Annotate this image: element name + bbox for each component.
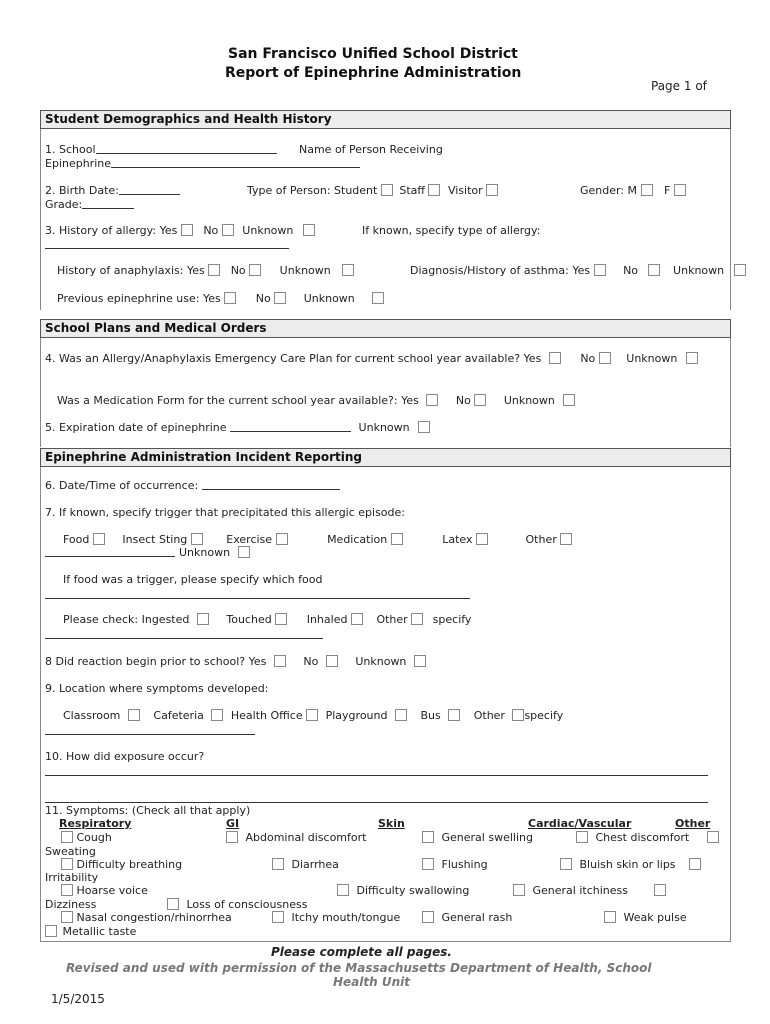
breathing-option: Difficulty breathing [61,858,182,871]
location-question: 9. Location where symptoms developed: [45,682,269,695]
symptom-header-skin: Skin [378,817,405,830]
diarrhea-checkbox[interactable] [272,858,284,870]
swelling-checkbox[interactable] [422,831,434,843]
care-plan-unknown-checkbox[interactable] [686,352,698,364]
type-person-group: Type of Person: Student Staff Visitor [247,184,498,197]
school-label: 1. School [45,143,277,156]
abdominal-checkbox[interactable] [226,831,238,843]
consciousness-checkbox[interactable] [167,898,179,910]
bus-checkbox[interactable] [448,709,460,721]
asthma-yes-checkbox[interactable] [594,264,606,276]
medication-checkbox[interactable] [391,533,403,545]
exposure-other-checkbox[interactable] [411,613,423,625]
med-form-no-checkbox[interactable] [474,394,486,406]
inhaled-checkbox[interactable] [351,613,363,625]
trigger-options: Food Insect Sting Exercise Medication Latex Other [63,533,572,546]
itchiness-checkbox[interactable] [513,884,525,896]
section-header-demographics: Student Demographics and Health History [40,110,731,129]
epinephrine-label: Epinephrine [45,157,360,170]
symptom-header-other: Other [675,817,711,830]
revised-note-line2: Health Unit [333,975,410,989]
nasal-option: Nasal congestion/rhinorrhea [61,911,232,924]
anaphylaxis-yes-checkbox[interactable] [208,264,220,276]
prior-yes-checkbox[interactable] [274,655,286,667]
symptom-header-gi: GI [226,817,240,830]
document-title-line1: San Francisco Unified School District [228,46,518,62]
classroom-checkbox[interactable] [128,709,140,721]
asthma-no-checkbox[interactable] [648,264,660,276]
flushing-checkbox[interactable] [422,858,434,870]
allergy-yes-checkbox[interactable] [181,224,193,236]
trigger-question: 7. If known, specify trigger that precipitated this allergic episode: [45,506,405,519]
sweating-label: Sweating [45,845,96,858]
previous-no-checkbox[interactable] [274,292,286,304]
section-header-incident: Epinephrine Administration Incident Reporting [40,448,731,467]
cough-checkbox[interactable] [61,831,73,843]
swelling-option: General swelling [422,831,533,844]
swallowing-checkbox[interactable] [337,884,349,896]
date-time-field[interactable] [202,479,340,490]
exposure-specify-field[interactable] [45,638,323,639]
medication-form-group: Was a Medication Form for the current school year available?: Yes No Unknown [57,394,575,407]
abdominal-option: Abdominal discomfort [226,831,366,844]
revised-note-line1: Revised and used with permission of the Massachusetts Department of Health, School [66,961,652,975]
symptom-header-cardiac: Cardiac/Vascular [528,817,632,830]
expiration-group: 5. Expiration date of epinephrine Unknown [45,421,430,434]
sweating-checkbox[interactable] [707,831,719,843]
chest-option: Chest discomfort [576,831,719,844]
ingested-checkbox[interactable] [197,613,209,625]
symptom-header-respiratory: Respiratory [59,817,132,830]
food-trigger-field[interactable] [45,598,470,599]
prior-unknown-checkbox[interactable] [414,655,426,667]
swallowing-option: Difficulty swallowing [337,884,469,897]
itchy-mouth-checkbox[interactable] [272,911,284,923]
exposure-answer-line-2[interactable] [45,802,708,803]
prior-no-checkbox[interactable] [326,655,338,667]
latex-checkbox[interactable] [476,533,488,545]
allergy-unknown-checkbox[interactable] [303,224,315,236]
anaphylaxis-no-checkbox[interactable] [249,264,261,276]
page-indicator: Page 1 of [651,79,707,93]
care-plan-yes-checkbox[interactable] [549,352,561,364]
location-other-checkbox[interactable] [512,709,524,721]
chest-checkbox[interactable] [576,831,588,843]
date-time-label: 6. Date/Time of occurrence: [45,479,340,492]
grade-label: Grade: [45,198,134,211]
section-header-school-plans: School Plans and Medical Orders [40,319,731,338]
location-specify-field[interactable] [45,734,255,735]
grade-field[interactable] [82,198,134,209]
staff-checkbox[interactable] [428,184,440,196]
asthma-unknown-checkbox[interactable] [734,264,746,276]
prior-to-school-group: 8 Did reaction begin prior to school? Yes No Unknown [45,655,426,668]
irritability-checkbox[interactable] [689,858,701,870]
allergy-history-group: 3. History of allergy: Yes No Unknown [45,224,315,237]
playground-checkbox[interactable] [395,709,407,721]
food-trigger-label: If food was a trigger, please specify which food [63,573,323,586]
metallic-checkbox[interactable] [45,925,57,937]
cafeteria-checkbox[interactable] [211,709,223,721]
hoarse-option: Hoarse voice [61,884,148,897]
weak-pulse-checkbox[interactable] [604,911,616,923]
visitor-checkbox[interactable] [486,184,498,196]
birth-date-field[interactable] [119,184,180,195]
trigger-unknown-group: Unknown [45,546,250,559]
care-plan-no-checkbox[interactable] [599,352,611,364]
previous-unknown-checkbox[interactable] [372,292,384,304]
revision-date: 1/5/2015 [51,992,105,1006]
trigger-other-checkbox[interactable] [560,533,572,545]
touched-checkbox[interactable] [275,613,287,625]
gender-f-checkbox[interactable] [674,184,686,196]
allergy-no-checkbox[interactable] [222,224,234,236]
insect-sting-checkbox[interactable] [191,533,203,545]
med-form-unknown-checkbox[interactable] [563,394,575,406]
previous-yes-checkbox[interactable] [224,292,236,304]
exposure-check-group: Please check: Ingested Touched Inhaled Other specify [63,613,472,626]
asthma-group: Diagnosis/History of asthma: Yes No Unknown [410,264,746,277]
weak-pulse-option: Weak pulse [604,911,687,924]
metallic-option: Metallic taste [45,925,136,938]
expiration-unknown-checkbox[interactable] [418,421,430,433]
document-title-line2: Report of Epinephrine Administration [225,65,522,81]
cough-option: Cough [61,831,112,844]
name-receiving-label: Name of Person Receiving [299,143,443,156]
complete-note: Please complete all pages. [271,945,452,959]
trigger-other-field[interactable] [45,546,175,557]
care-plan-group: 4. Was an Allergy/Anaphylaxis Emergency Care Plan for current school year available? Yes No Unknown [45,352,698,365]
itchy-mouth-option: Itchy mouth/tongue [272,911,400,924]
gender-m-checkbox[interactable] [641,184,653,196]
trigger-unknown-checkbox[interactable] [238,546,250,558]
rash-option: General rash [422,911,512,924]
nasal-checkbox[interactable] [61,911,73,923]
anaphylaxis-unknown-checkbox[interactable] [342,264,354,276]
school-field[interactable] [96,143,277,154]
symptoms-question: 11. Symptoms: (Check all that apply) [45,804,251,817]
exposure-question: 10. How did exposure occur? [45,750,205,763]
flushing-option: Flushing [422,858,488,871]
expiration-field[interactable] [230,421,351,432]
consciousness-option: Loss of consciousness [167,898,307,911]
exposure-answer-line-1[interactable] [45,775,708,776]
dizziness-label: Dizziness [45,898,97,911]
dizziness-checkbox[interactable] [654,884,666,896]
location-options: Classroom Cafeteria Health Office Playground Bus Other specify [63,709,564,722]
med-form-yes-checkbox[interactable] [426,394,438,406]
allergy-type-label: If known, specify type of allergy: [362,224,541,237]
bluish-option: Bluish skin or lips [560,858,701,871]
student-checkbox[interactable] [381,184,393,196]
birth-date-label: 2. Birth Date: [45,184,180,197]
rash-checkbox[interactable] [422,911,434,923]
exercise-checkbox[interactable] [276,533,288,545]
food-checkbox[interactable] [93,533,105,545]
name-receiving-field[interactable] [111,157,360,168]
health-office-checkbox[interactable] [306,709,318,721]
gender-group: Gender: M F [580,184,686,197]
allergy-type-field[interactable] [45,248,289,249]
irritability-label: Irritability [45,871,99,884]
diarrhea-option: Diarrhea [272,858,339,871]
bluish-checkbox[interactable] [560,858,572,870]
itchiness-option: General itchiness [513,884,666,897]
anaphylaxis-group: History of anaphylaxis: Yes No Unknown [57,264,354,277]
hoarse-checkbox[interactable] [61,884,73,896]
breathing-checkbox[interactable] [61,858,73,870]
previous-epinephrine-group: Previous epinephrine use: Yes No Unknown [57,292,384,305]
